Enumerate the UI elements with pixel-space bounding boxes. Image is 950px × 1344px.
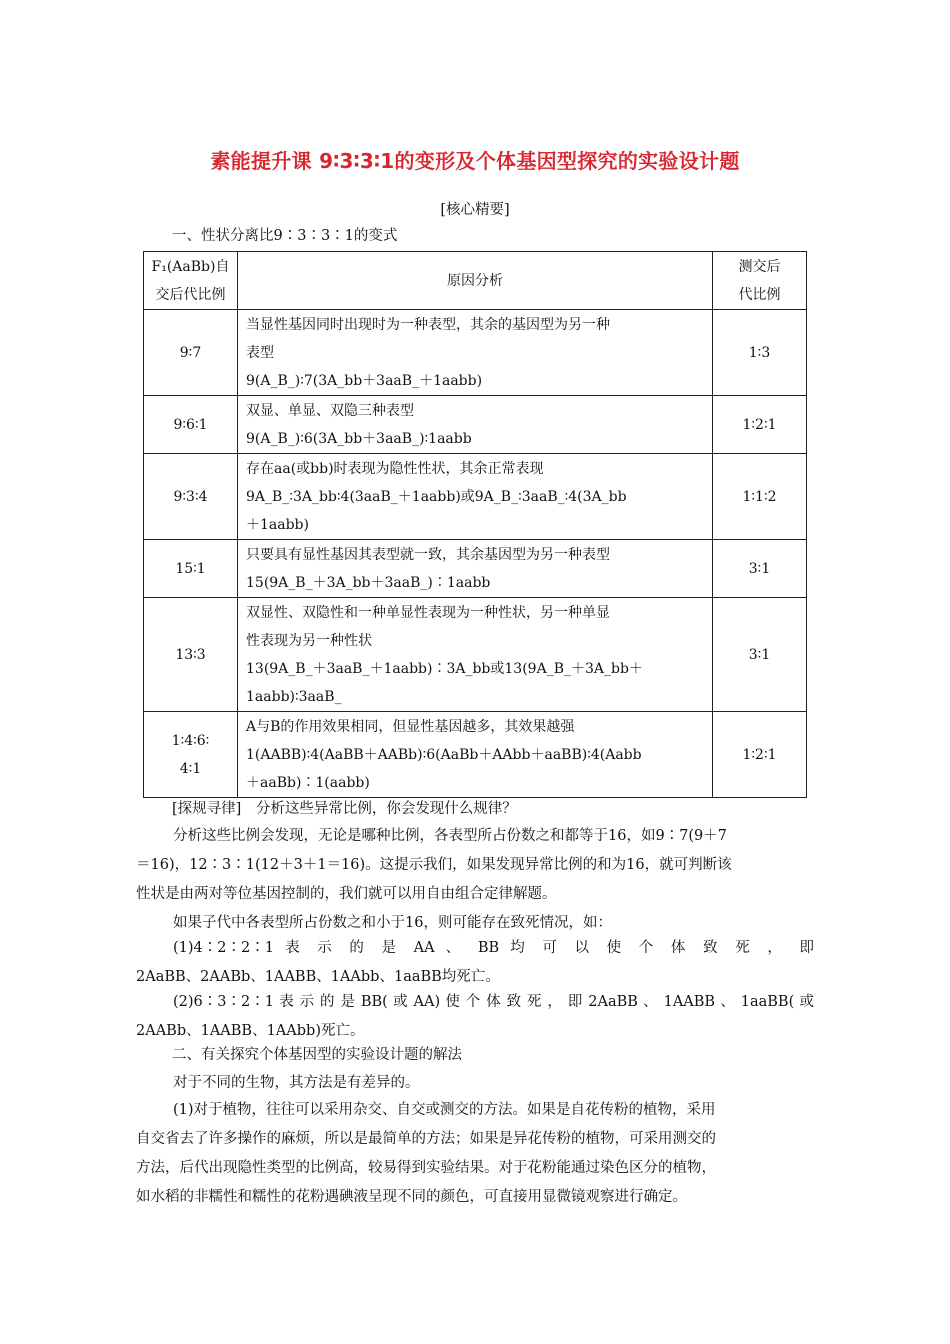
table-row — [144, 310, 807, 396]
paragraph-sum-16: 分析这些比例会发现，无论是哪种比例，各表型所占份数之和都等于16，如9∶7(9＋7 ＝16)，12∶3∶1(12＋3＋1＝16)。这提示我们，如果发现异常比例的和为16，就可判断该 性状是由两对等位基因控制的，我们就可以用自由组合定律解题。 — [136, 828, 732, 902]
paragraph-case-1: (1)4∶2∶2∶1 表 示 的 是 AA 、 BB 均 可 以 使 个 体 致 死 ， 即 2AaBB、2AABb、1AABB、1AAbb、1aaBB均死亡。 — [136, 940, 814, 985]
test-cross-cell: 3∶1 — [713, 540, 807, 598]
paragraph-case-2: (2)6∶3∶2∶1 表 示 的 是 BB( 或 AA) 使 个 体 致 死 ， 即 2AaBB 、 1AABB 、 1aaBB( 或 2AABb、1AABB、1AAbb)死亡。 — [136, 994, 814, 1039]
test-cross-cell: 1∶2∶1 — [713, 396, 807, 454]
test-cross-cell: 1∶3 — [713, 310, 807, 396]
analysis-cell: 当显性基因同时出现时为一种表型，其余的基因型为另一种 表型 9(A_B_)∶7(3A_bb＋3aaB_＋1aabb) — [238, 310, 713, 396]
test-cross-cell: 1∶2∶1 — [713, 712, 807, 798]
table-row — [144, 396, 807, 454]
explore-rule: [探规寻律] 分析这些异常比例，你会发现什么规律？ — [172, 801, 517, 817]
section-heading-2: 二、有关探究个体基因型的实验设计题的解法 — [172, 1047, 462, 1063]
header-cell-analysis: 原因分析 — [238, 252, 713, 310]
table-row — [144, 454, 807, 540]
analysis-cell: 只要具有显性基因其表型就一致，其余基因型为另一种表型 15(9A_B_＋3A_bb＋3aaB_)∶1aabb — [238, 540, 713, 598]
analysis-cell: 双显、单显、双隐三种表型 9(A_B_)∶6(3A_bb＋3aaB_)∶1aabb — [238, 396, 713, 454]
test-cross-cell: 3∶1 — [713, 598, 807, 712]
analysis-cell: 双显性、双隐性和一种单显性表现为一种性状，另一种单显 性表现为另一种性状 13(9A_B_＋3aaB_＋1aabb)∶3A_bb或13(9A_B_＋3A_bb＋ 1aabb)∶3aaB_ — [238, 598, 713, 712]
ratio-cell: 1∶4∶6∶ 4∶1 — [144, 712, 238, 798]
table-header-row — [144, 252, 807, 310]
test-cross-cell: 1∶1∶2 — [713, 454, 807, 540]
header-cell-test: 测交后 代比例 — [713, 252, 807, 310]
ratio-cell: 9∶6∶1 — [144, 396, 238, 454]
paragraph-plants: (1)对于植物，往往可以采用杂交、自交或测交的方法。如果是自花传粉的植物，采用 自交省去了许多操作的麻烦，所以是最简单的方法；如果是异花传粉的植物，可采用测交的 方法，后代出现隐性类型的比例高，较易得到实验结果。对于花粉能通过染色区分的植物， 如水稻的非糯性和糯性的花粉遇碘液呈现不同的颜色，可直接用显微镜观察进行确定。 — [136, 1102, 716, 1205]
paragraph-lethal: 如果子代中各表型所占份数之和小于16，则可能存在致死情况，如： — [173, 915, 612, 931]
core-label: [核心精要] — [440, 202, 510, 218]
paragraph-methods-intro: 对于不同的生物，其方法是有差异的。 — [173, 1075, 420, 1091]
ratio-cell: 9∶3∶4 — [144, 454, 238, 540]
ratio-table — [143, 251, 807, 798]
header-cell-ratio: F₁(AaBb)自 交后代比例 — [144, 252, 238, 310]
table-row — [144, 712, 807, 798]
table-row — [144, 540, 807, 598]
section-heading-1: 一、性状分离比9∶3∶3∶1的变式 — [172, 228, 398, 244]
ratio-cell: 13∶3 — [144, 598, 238, 712]
page-title: 素能提升课 9∶3∶3∶1的变形及个体基因型探究的实验设计题 — [210, 149, 740, 173]
table-row — [144, 598, 807, 712]
ratio-cell: 9∶7 — [144, 310, 238, 396]
analysis-cell: 存在aa(或bb)时表现为隐性性状，其余正常表现 9A_B_∶3A_bb∶4(3aaB_＋1aabb)或9A_B_∶3aaB_∶4(3A_bb ＋1aabb) — [238, 454, 713, 540]
ratio-cell: 15∶1 — [144, 540, 238, 598]
analysis-cell: A与B的作用效果相同，但显性基因越多，其效果越强 1(AABB)∶4(AaBB＋AABb)∶6(AaBb＋AAbb＋aaBB)∶4(Aabb ＋aaBb)∶1(aabb) — [238, 712, 713, 798]
